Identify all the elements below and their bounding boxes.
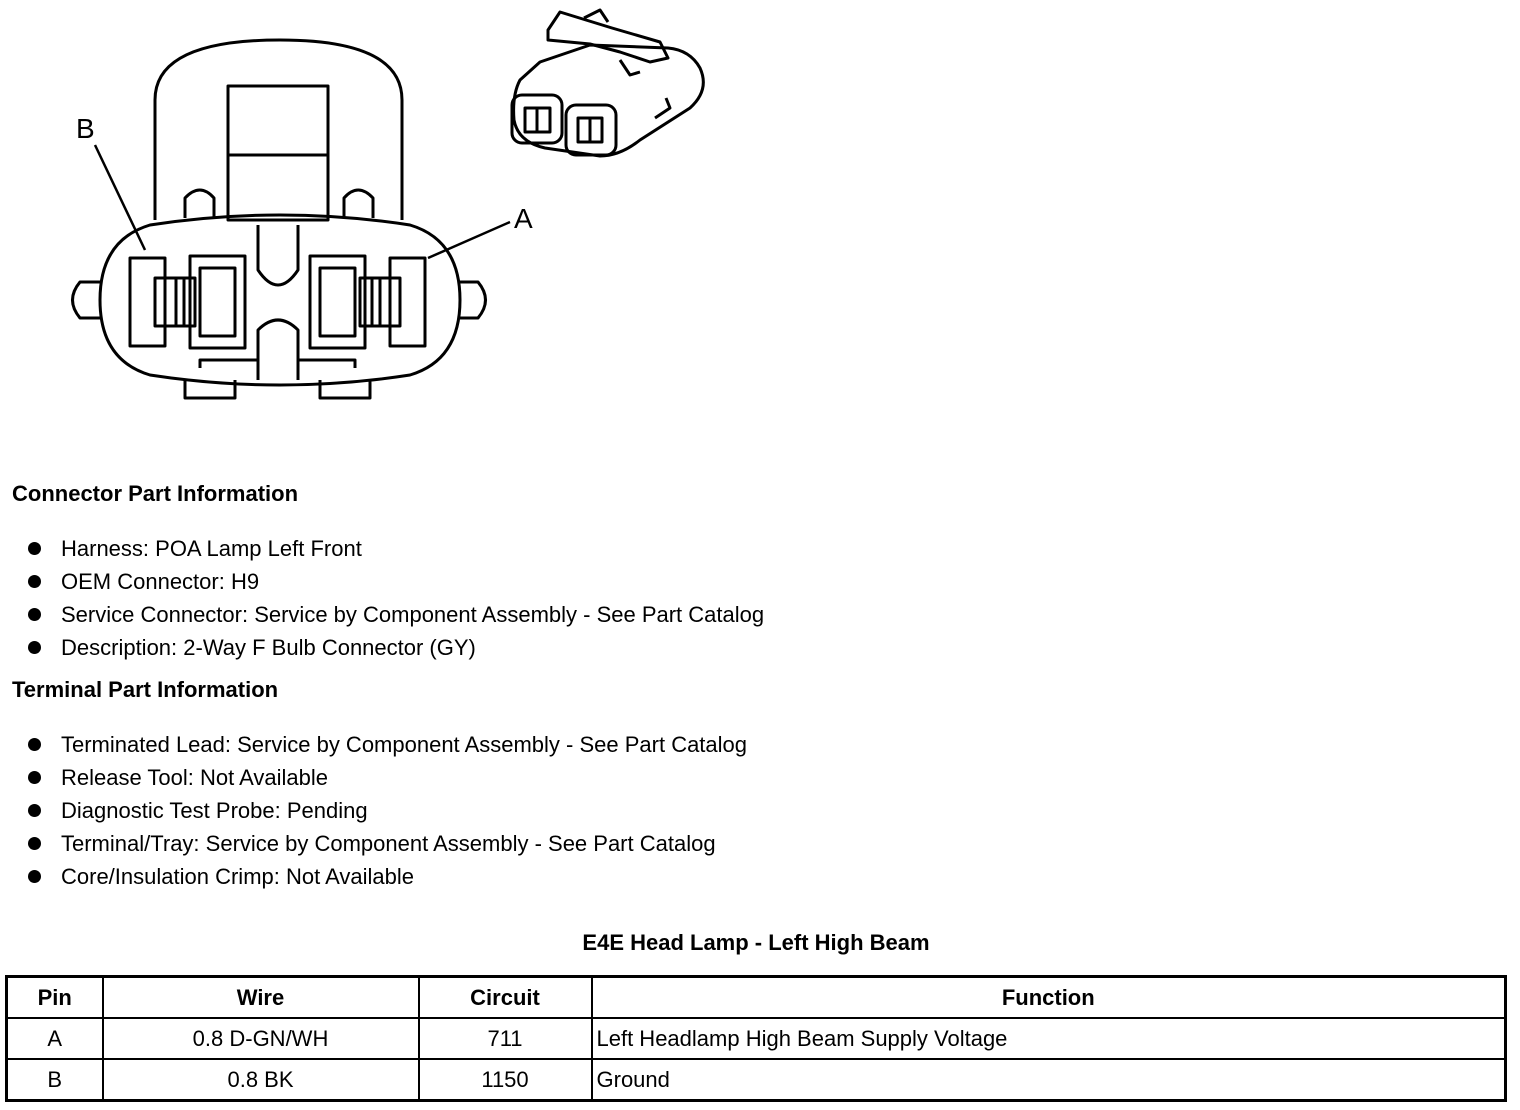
table-row (7, 1018, 1506, 1059)
wire-cell: 0.8 BK (103, 1059, 419, 1101)
table-title: E4E Head Lamp - Left High Beam (582, 930, 930, 955)
bullet-icon (28, 804, 41, 817)
list-item: Service Connector: Service by Component Assembly - See Part Catalog (28, 598, 764, 631)
function-cell: Ground (592, 1059, 1506, 1101)
column-header: Circuit (419, 977, 592, 1019)
bullet-icon (28, 608, 41, 621)
bullet-icon (28, 870, 41, 883)
bullet-icon (28, 738, 41, 751)
list-item: Terminal/Tray: Service by Component Assembly - See Part Catalog (28, 827, 747, 860)
terminal-part-info-list (28, 728, 747, 893)
pin-a-label: A (514, 203, 533, 234)
bullet-icon (28, 771, 41, 784)
column-header: Function (592, 977, 1506, 1019)
bullet-icon (28, 542, 41, 555)
table-row (7, 1059, 1506, 1101)
wire-cell: 0.8 D-GN/WH (103, 1018, 419, 1059)
bullet-icon (28, 575, 41, 588)
list-item: Terminated Lead: Service by Component Assembly - See Part Catalog (28, 728, 747, 761)
circuit-cell: 711 (419, 1018, 592, 1059)
connector-diagram (0, 0, 760, 440)
pin-b-label: B (76, 113, 95, 144)
column-header: Wire (103, 977, 419, 1019)
terminal-part-info-title: Terminal Part Information (12, 677, 279, 702)
table-header-row (7, 977, 1506, 1019)
connector-iso-view (512, 10, 703, 156)
housing-latch (228, 86, 328, 220)
bullet-icon (28, 641, 41, 654)
list-item: Diagnostic Test Probe: Pending (28, 794, 747, 827)
list-item: Release Tool: Not Available (28, 761, 747, 794)
list-item: Core/Insulation Crimp: Not Available (28, 860, 747, 893)
pinout-table (5, 975, 1507, 1102)
list-item: OEM Connector: H9 (28, 565, 764, 598)
bullet-icon (28, 837, 41, 850)
connector-part-info-list (28, 532, 764, 664)
pin-cell: A (7, 1018, 103, 1059)
list-item: Description: 2-Way F Bulb Connector (GY) (28, 631, 764, 664)
column-header: Pin (7, 977, 103, 1019)
pin-cell: B (7, 1059, 103, 1101)
circuit-cell: 1150 (419, 1059, 592, 1101)
connector-part-info-title: Connector Part Information (12, 481, 299, 506)
list-item: Harness: POA Lamp Left Front (28, 532, 764, 565)
function-cell: Left Headlamp High Beam Supply Voltage (592, 1018, 1506, 1059)
